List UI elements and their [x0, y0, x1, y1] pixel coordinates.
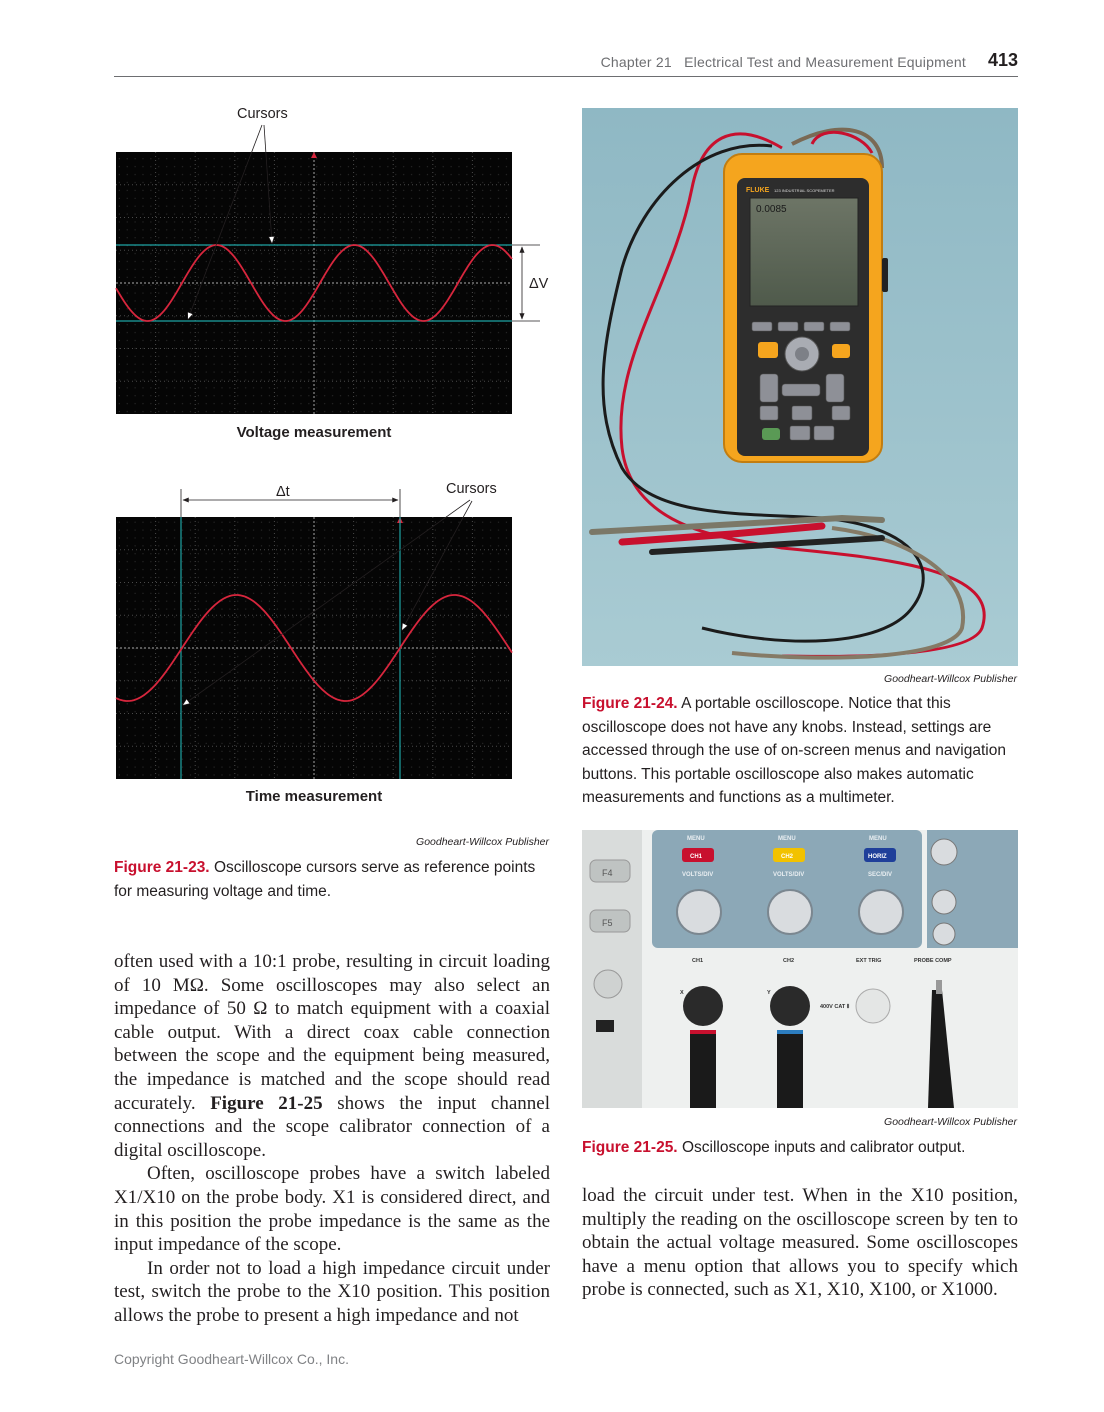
- body-paragraph-4: load the circuit under test. When in the X10 position, multiply the reading on the oscilloscope screen by ten to obtain the actual voltage measured. Some oscilloscopes have a menu option that allows you to specify which probe is connected, such as X1, X10, X100, or X1000.: [582, 1185, 1018, 1301]
- panel-x-label: X: [680, 990, 684, 996]
- fig23-number: Figure 21-23.: [114, 859, 210, 876]
- fig24-credit: Goodheart-Willcox Publisher: [884, 673, 1017, 685]
- figure-reference: Figure 21-25: [210, 1092, 323, 1114]
- voltage-measurement-caption: Voltage measurement: [236, 424, 392, 441]
- fig25-number: Figure 21-25.: [582, 1139, 678, 1156]
- fig23-credit: Goodheart-Willcox Publisher: [416, 836, 549, 848]
- panel-menu-2: MENU: [778, 836, 796, 842]
- panel-menu-3: MENU: [869, 836, 887, 842]
- scope-model: 123 INDUSTRIAL SCOPEMETER: [774, 188, 835, 193]
- panel-horiz-button: HORIZ: [868, 854, 887, 860]
- fig25-caption: [582, 1136, 1022, 1160]
- panel-volts-div-1: VOLTS/DIV: [682, 872, 714, 878]
- scope-brand: FLUKE: [746, 187, 770, 194]
- panel-probe-comp: PROBE COMP: [914, 958, 952, 964]
- fig25-text: Oscilloscope inputs and calibrator output.: [681, 1139, 966, 1156]
- copyright-footer: Copyright Goodheart-Willcox Co., Inc.: [114, 1351, 349, 1367]
- portable-oscilloscope-illustration: [582, 108, 1018, 666]
- fig24-caption: [582, 692, 1022, 810]
- body-text-right-column: [582, 1184, 1018, 1302]
- portable-oscilloscope-photo: [582, 108, 1018, 666]
- panel-y-label: Y: [767, 990, 771, 996]
- panel-menu-1: MENU: [687, 836, 705, 842]
- voltage-scope-screen: [116, 152, 512, 414]
- body-text-left-column: [114, 950, 550, 1328]
- fig24-text: A portable oscilloscope. Notice that this oscilloscope does not have any knobs. Instead, settings are accessed through the use of on-screen menus and navigation buttons. This portable oscilloscope also makes automatic measurements and functions as a multimeter.: [582, 695, 1006, 806]
- panel-ch2-label: CH2: [783, 958, 795, 964]
- header-chapter: Chapter 21: [600, 54, 672, 70]
- oscilloscope-inputs-photo: [582, 830, 1018, 1108]
- fig23-caption: [114, 856, 550, 903]
- oscilloscope-inputs-illustration: [582, 830, 1018, 1108]
- delta-v-label: ΔV: [529, 276, 549, 292]
- panel-ch2-button: CH2: [781, 854, 794, 860]
- panel-ch1-button: CH1: [690, 854, 703, 860]
- panel-f4: F4: [602, 868, 613, 878]
- scope-reading: 0.0085: [756, 204, 787, 215]
- time-scope-screen: [116, 517, 512, 779]
- time-measurement-caption: Time measurement: [245, 788, 383, 805]
- body-paragraph-3: In order not to load a high impedance circuit under test, switch the probe to the X10 position. This position allows the probe to present a high impedance and not: [114, 1257, 550, 1326]
- voltage-cursors-label: Cursors: [237, 106, 288, 122]
- panel-cat-label: 400V CAT Ⅱ: [820, 1004, 850, 1010]
- page-number: 413: [987, 50, 1018, 70]
- running-header-text: [601, 54, 966, 70]
- body-paragraph-1: [114, 950, 550, 1162]
- panel-ext-trig: EXT TRIG: [856, 958, 882, 964]
- delta-t-label: Δt: [276, 484, 290, 500]
- fig25-credit: Goodheart-Willcox Publisher: [884, 1116, 1017, 1128]
- time-cursors-label: Cursors: [446, 481, 497, 497]
- panel-ch1-label: CH1: [692, 958, 704, 964]
- running-header: [114, 52, 1018, 77]
- panel-sec-div: SEC/DIV: [868, 872, 893, 878]
- body-paragraph-1-part-b: shows the input channel connections and the scope calibrator connection of a digital oscilloscope.: [114, 1092, 550, 1161]
- fig23-text: Oscilloscope cursors serve as reference points for measuring voltage and time.: [114, 859, 536, 900]
- header-title: Electrical Test and Measurement Equipment: [684, 54, 966, 70]
- panel-volts-div-2: VOLTS/DIV: [773, 872, 805, 878]
- panel-f5: F5: [602, 918, 613, 928]
- body-paragraph-2: Often, oscilloscope probes have a switch labeled X1/X10 on the probe body. X1 is considered direct, and in this position the probe impedance is the same as the input impedance of the scope.: [114, 1163, 550, 1256]
- body-paragraph-1-part-a: often used with a 10:1 probe, resulting in circuit loading of 10 MΩ. Some oscilloscopes may also select an impedance of 50 Ω to match equipment with a coaxial cable output. With a direct coax cable connection between the scope and the equipment being measured, the impedance is matched and the scope should read accurately.: [114, 951, 550, 1114]
- fig24-number: Figure 21-24.: [582, 695, 678, 712]
